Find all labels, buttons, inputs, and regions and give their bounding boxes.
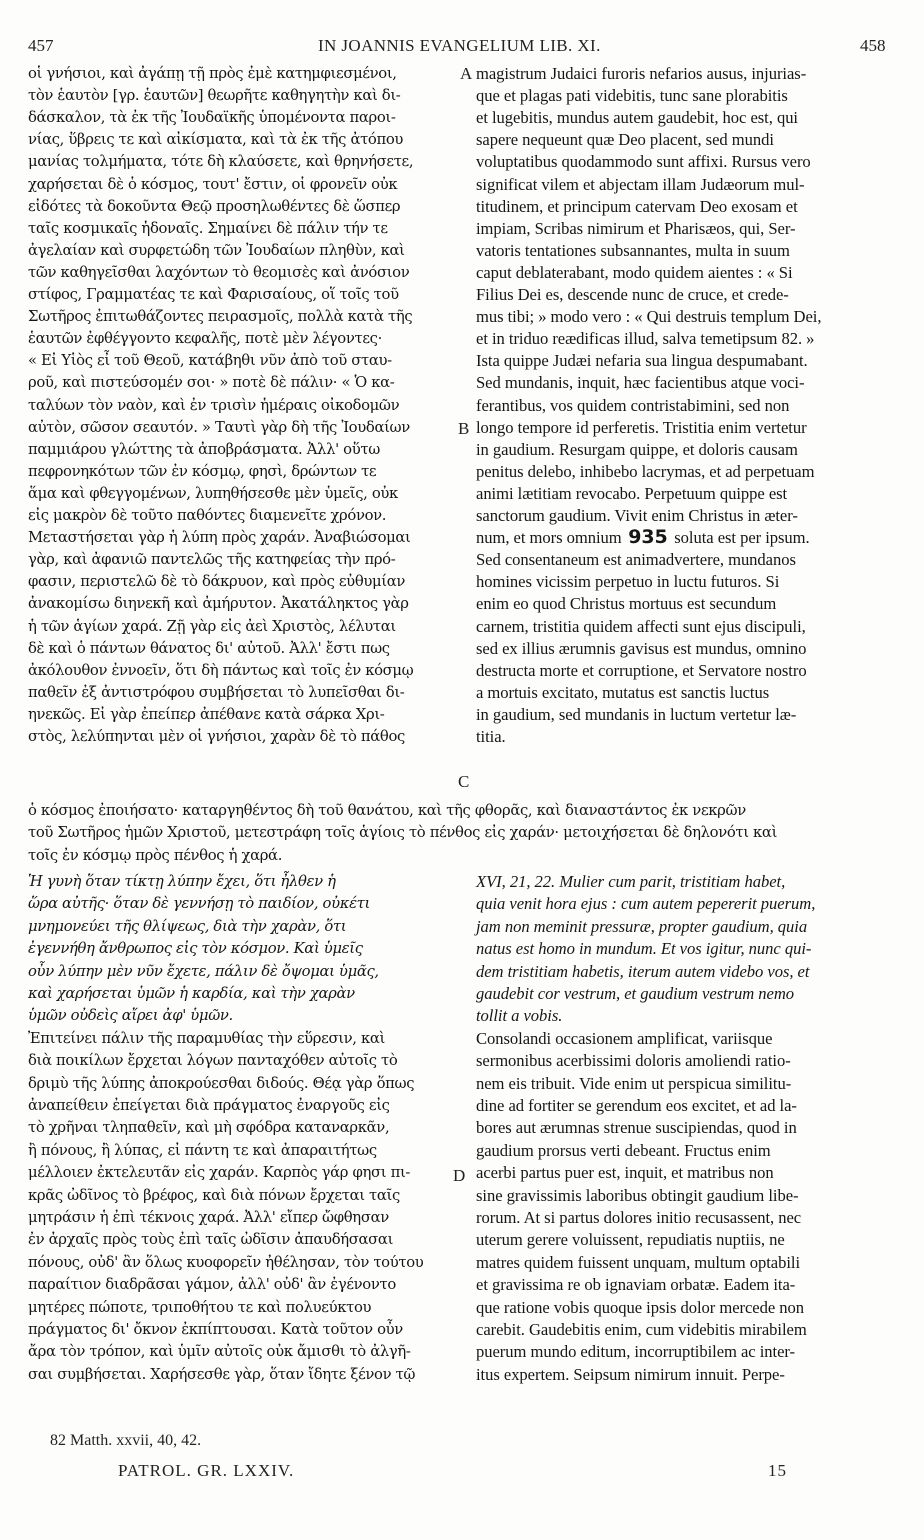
running-title: IN JOANNIS EVANGELIUM LIB. XI. <box>318 36 601 55</box>
left-column-line: δάσκαλον, τὰ ἐκ τῆς Ἰουδαϊκῆς ὑπομένοντα παροι- <box>28 109 396 127</box>
left-column-line: Σωτῆρος ἐπιτωθάζοντες πειρασμοῖς, πολλὰ κατὰ τῆς <box>28 308 413 326</box>
full-width-line: τοῖς ἐν κόσμῳ πρὸς πένθος ἡ χαρά. <box>28 846 283 864</box>
left-column-line: στὸς, λελύπηνται μὲν οἱ γνήσιοι, χαρὰν δὲ τὸ πάθος <box>28 728 405 745</box>
column-marker-a: A <box>460 64 473 83</box>
left-lower-line: δριμὺ τῆς λύπης ἀποκρούεσθαι διδούς. Θέᾳ γὰρ ὅπως <box>28 1074 415 1092</box>
right-lower-line: rorum. At si partus dolores initio recusassent, nec <box>476 1208 802 1227</box>
right-lower-line: acerbi partus puer est, inquit, et matribus non <box>476 1163 774 1183</box>
left-column-line: φασιν, περιστελῶ δὲ τὸ δάκρυον, καὶ πρὸς εὐθυμίαν <box>28 573 406 591</box>
left-lower-line: τὸ χρῆναι τληπαθεῖν, καὶ μὴ σφόδρα καταναρκᾶν, <box>28 1119 390 1137</box>
left-column-line: τὸν ἑαυτὸν [γρ. ἑαυτῶν] θεωρῆτε καθηγητὴν καὶ δι- <box>28 87 401 105</box>
left-column-line: ταῖς κοσμικαῖς ἡδοναῖς. Σημαίνει δὲ πάλιν τήν τε <box>28 219 388 237</box>
right-lower-line: gaudebit cor vestrum, et gaudium vestrum nemo <box>476 984 795 1003</box>
latin-line-with-column-number <box>476 524 810 551</box>
left-column-line: τῶν καθηγεῖσθαι λαχόντων τὸ θεομισὲς καὶ ἀνόσιον <box>28 263 410 281</box>
column-number: 935 <box>621 526 675 549</box>
right-lower-line: que ratione vobis quoque ipsis dolor mercede non <box>476 1297 805 1317</box>
right-lower-line: dem tristitiam habetis, iterum autem videbo vos, et <box>476 961 810 981</box>
footnote: 82 Matth. xxvii, 40, 42. <box>50 1432 202 1449</box>
right-column-line: longo tempore id perferetis. Tristitia enim vertetur <box>476 417 807 437</box>
right-lower-line: Consolandi occasionem amplificat, variisque <box>476 1028 773 1048</box>
left-column-line: γὰρ, καὶ ἀφανιῶ παντελῶς τῆς κατηφείας τὴν πρό- <box>28 551 396 569</box>
right-lower-line: dine ad fortiter se gerendum eos excitet, et ad la- <box>476 1096 797 1115</box>
right-lower-line: et gravissima re ob ignaviam orbatæ. Eadem ita- <box>476 1275 796 1295</box>
left-lower-line: πόνους, οὐδ' ἂν ὅλως κυοφορεῖν ἠθέλησαν, τὸν τούτου <box>28 1253 424 1271</box>
left-column-line: ἀνακομίσω διηνεκῆ καὶ ἀμήρυτον. Ἀκατάληκτος γὰρ <box>28 595 409 613</box>
left-column-line: Μεταστήσεται γὰρ ἡ λύπη πρὸς χαράν. Ἀναβιώσομαι <box>28 529 411 547</box>
right-column-line: magistrum Judaici furoris nefarios ausus, injurias- <box>476 64 807 83</box>
left-column-line: νίας, ὕβρεις τε καὶ αἰκίσματα, καὶ τὰ ἐκ τῆς ἀτόπου <box>28 131 404 149</box>
right-column-line: Ista quippe Judæi nefaria sua lingua despumabant. <box>476 351 808 371</box>
right-column-line: ferantibus, vos quidem contristabimini, sed non <box>476 395 790 415</box>
right-column-line: destructa morte et corruptione, et Servatore nostro <box>476 660 807 680</box>
left-lower-line: οὖν λύπην μὲν νῦν ἔχετε, πάλιν δὲ ὄψομαι ὑμᾶς, <box>28 962 379 980</box>
left-column-line: δὲ καὶ ὁ πάντων θάνατος δι' αὐτοῦ. Ἀλλ' ἔστι πως <box>28 639 390 657</box>
right-lower-line: matres quidem fuissent unquam, multum optabili <box>476 1252 801 1272</box>
left-column-line: οἱ γνήσιοι, καὶ ἀγάπῃ τῇ πρὸς ἐμὲ κατημφιεσμένοι, <box>28 65 397 82</box>
left-lower-line: σαι συμβήσεται. Χαρήσεσθε γὰρ, ὅταν ἴδητε ξένον τῷ <box>28 1365 416 1383</box>
right-lower-line: tollit a vobis. <box>476 1006 563 1026</box>
right-column-line: homines vicissim perpetuo in luctu futuros. Si <box>476 572 780 592</box>
right-column-line: sed ex illius ærumnis gavisus est mundus, omnino <box>476 638 807 658</box>
left-column-line: « Εἰ Υἱὸς εἶ τοῦ Θεοῦ, κατάβηθι νῦν ἀπὸ τοῦ σταυ- <box>28 352 392 370</box>
right-lower-line: jam non meminit pressuræ, propter gaudium, quia <box>476 916 808 936</box>
left-column-line: παμμιάρου γλώττης τὰ ἀποβράσματα. Ἀλλ' οὕτω <box>28 440 380 458</box>
left-lower-line: ἀναπείθειν ἐπείγεται διὰ πράγματος ἐναργοῦς εἰς <box>28 1097 390 1114</box>
left-lower-line: κρᾶς ὠδῖνος τὸ βρέφος, καὶ διὰ πόνων ἔρχεται ταῖς <box>28 1186 400 1204</box>
left-lower-line: ὥρα αὐτῆς· ὅταν δὲ γεννήσῃ τὸ παιδίον, οὐκέτι <box>28 895 370 913</box>
right-column-line: caput deblaterabant, modo quidem aientes : « Si <box>476 262 793 282</box>
right-lower-line: itus expertem. Seipsum nimirum innuit. Perpe- <box>476 1364 785 1384</box>
left-column-line: ἅμα καὶ φθεγγομένων, λυπηθήσεσθε μὲν ὑμεῖς, οὐκ <box>28 484 398 502</box>
right-lower-line: gaudium prorsus verti debeant. Fructus enim <box>476 1140 771 1160</box>
right-column-line: sanctorum gaudium. Vivit enim Christus in æter- <box>476 506 798 525</box>
left-column-line: χαρήσεται δὲ ὁ κόσμος, τουτ' ἔστιν, οἱ φρονεῖν οὐκ <box>28 175 398 193</box>
left-column-line: εἰδότες τὰ δοκοῦντα Θεῷ προσηλωθέντες δὲ ὥσπερ <box>28 197 401 215</box>
right-column-line: et in triduo reædificas illud, salva temetipsum 82. » <box>476 329 815 349</box>
right-column-line: impiam, Scribas nimirum et Pharisæos, qui, Ser- <box>476 218 796 238</box>
signature-number: 15 <box>768 1461 787 1480</box>
left-column-line: ταλύων τὸν ναὸν, καὶ ἐν τρισὶν ἡμέραις οἰκοδομῶν <box>28 396 400 414</box>
left-lower-line: πράγματος δι' ὄκνον ἐκπίπτουσαι. Κατὰ τοῦτον οὖν <box>28 1321 403 1338</box>
left-column-line: ἑαυτῶν ἐφθέγγοντο κεφαλῆς, ποτὲ μὲν λέγοντες· <box>28 330 382 348</box>
right-column-line: animi lætitiam revocabo. Perpetuum quippe est <box>476 483 788 503</box>
right-column-line: mus tibi; » modo vero : « Qui destruis templum Dei, <box>476 307 822 327</box>
left-column-line: στίφος, Γραμματέας τε καὶ Φαρισαίους, οἵ τοῖς τοῦ <box>28 286 399 303</box>
left-column-line: ἀγελαίαν καὶ συρφετώδη τῶν Ἰουδαίων πληθὺν, καὶ <box>28 241 405 259</box>
left-column-line: αὐτὸν, σῶσον σεαυτόν. » Ταυτὶ γὰρ δὴ τῆς Ἰουδαίων <box>28 418 410 436</box>
left-column-line: πεφρονηκότων τῶν ἐν κόσμῳ, φησὶ, δρώντων τε <box>28 462 377 480</box>
left-lower-line: ἢ πόνους, ἢ λύπας, εἰ πάντη τε καὶ ἀπαραιτήτως <box>28 1141 377 1159</box>
right-column-line: Sed mundanis, inquit, hæc facientibus atque voci- <box>476 373 805 393</box>
right-column-line: Filius Dei es, descende nunc de cruce, et crede- <box>476 285 789 304</box>
right-column-line: penitus delebo, inhibebo lacrymas, et ad perpetuam <box>476 461 815 481</box>
left-lower-line: ἐν ἀρχαῖς πρὸς τοὺς ἐπὶ ταῖς ὠδῖσιν ἀπαυδήσασαι <box>28 1231 394 1249</box>
right-lower-line: bores aut ærumnas strenue suscipiendas, quod in <box>476 1118 797 1138</box>
right-column-line: a mortuis excitato, mutatus est sanctis luctus <box>476 682 770 702</box>
full-width-line: ὁ κόσμος ἐποιήσατο· καταργηθέντος δὴ τοῦ θανάτου, καὶ τῆς φθορᾶς, καὶ διαναστάντος ἐκ νεκρῶν <box>28 802 746 819</box>
right-lower-line: XVI, 21, 22. Mulier cum parit, tristitiam habet, <box>476 872 786 891</box>
right-column-line: sapere nequeunt quæ Deo placent, sed mundi <box>476 130 774 150</box>
left-lower-line: μητέρες πώποτε, τριποθήτου τε καὶ πολυεύκτου <box>28 1298 372 1316</box>
right-lower-line: carebit. Gaudebitis enim, cum videbitis mirabilem <box>476 1320 807 1339</box>
right-column-line: in gaudium. Resurgam quippe, et doloris causam <box>476 439 798 459</box>
right-column-line: in gaudium, sed mundanis in luctum vertetur læ- <box>476 704 797 724</box>
left-column-line: ἀκόλουθον ἐννοεῖν, ὅτι δὴ πάντως καὶ τοῖς ἐν κόσμῳ <box>28 661 414 679</box>
page-number-left: 457 <box>28 36 54 55</box>
right-lower-line: nem eis tribuit. Vide enim ut perspicua similitu- <box>476 1073 792 1093</box>
column-marker-d: D <box>453 1166 466 1185</box>
left-column-line: παθεῖν ἐξ ἀντιστρόφου συμβήσεται τὸ λυπεῖσθαι δι- <box>28 683 405 701</box>
left-column-line: εἰς μακρὸν δὲ τοῦτο παθόντες διαμενεῖτε χρόνον. <box>28 507 387 524</box>
left-column-line: μανίας τολμήματα, τότε δὴ κλαύσετε, καὶ θρηνήσετε, <box>28 153 414 171</box>
left-lower-line: ἄρα τὸν τρόπον, καὶ ὑμῖν αὐτοῖς οὐκ ἄμισθι τὸ ἀλγῆ- <box>28 1343 411 1361</box>
right-column-line: significat vilem et abjectam illam Judæorum mul- <box>476 174 805 194</box>
left-lower-line: Ἡ γυνὴ ὅταν τίκτῃ λύπην ἔχει, ὅτι ἦλθεν ἡ <box>28 873 336 890</box>
right-column-line: titia. <box>476 727 506 746</box>
right-column-line: Sed consentaneum est animadvertere, mundanos <box>476 550 796 570</box>
right-lower-line: uterum gerere voluissent, repudiatis nuptiis, ne <box>476 1230 785 1250</box>
signature-mark: PATROL. GR. LXXIV. <box>118 1461 295 1480</box>
column-marker-b: B <box>458 419 470 438</box>
left-lower-line: ἐγεννήθη ἄνθρωπος εἰς τὸν κόσμον. Καὶ ὑμεῖς <box>28 940 363 958</box>
page-number-right: 458 <box>860 36 886 55</box>
left-lower-line: μνημονεύει τῆς θλίψεως, διὰ τὴν χαρὰν, ὅτι <box>28 917 347 935</box>
right-lower-line: quia venit hora ejus : cum autem pepererit puerum, <box>476 894 816 914</box>
right-column-line: que et plagas pati videbitis, tunc sane plorabitis <box>476 86 788 106</box>
left-column-line: ηνεκῶς. Εἰ γὰρ ἐπείπερ ἀπέθανε κατὰ σάρκα Χρι- <box>28 705 385 723</box>
right-column-line: enim eo quod Christus mortuus est secundum <box>476 594 777 614</box>
right-lower-line: puerum mundo editum, incorruptibilem ac inter- <box>476 1342 796 1362</box>
right-column-line: voluptatibus quodammodo sunt affixi. Rursus vero <box>476 152 811 172</box>
left-lower-line: παραίτιον διαδρᾶσαι γάμον, ἀλλ' οὐδ' ἂν ἐγένοντο <box>28 1276 396 1294</box>
right-lower-line: sermonibus acerbissimi doloris amoliendi ratio- <box>476 1051 791 1071</box>
left-lower-line: ὑμῶν οὐδεὶς αἴρει ἀφ' ὑμῶν. <box>28 1007 233 1025</box>
left-lower-line: διὰ ποικίλων ἔρχεται λόγων πανταχόθεν αὐτοῖς τὸ <box>28 1052 398 1070</box>
right-column-line: vatoris tentationes subsannantes, multa in suum <box>476 240 790 260</box>
right-column-line: num, et mors omnium <box>476 528 622 548</box>
right-lower-line: sine gravissimis laboribus obtingit gaudium libe- <box>476 1185 799 1205</box>
column-marker-c: C <box>458 772 470 791</box>
left-column-line: ροῦ, καὶ πιστεύσομέν σοι· » ποτὲ δὲ πάλιν· « Ὁ κα- <box>28 374 395 392</box>
right-column-line: et lugebitis, mundus autem gaudebit, hoc est, qui <box>476 108 798 128</box>
left-lower-line: Ἐπιτείνει πάλιν τῆς παραμυθίας τὴν εὕρεσιν, καὶ <box>28 1029 385 1047</box>
left-lower-line: μητράσιν ἡ ἐπὶ τέκνοις χαρά. Ἀλλ' εἴπερ ὤφθησαν <box>28 1209 389 1226</box>
right-column-line: soluta est per ipsum. <box>674 528 810 548</box>
left-column-line: ἡ τῶν ἁγίων χαρά. Ζῇ γὰρ εἰς ἀεὶ Χριστὸς, λέλυται <box>28 617 396 635</box>
left-lower-line: μέλλοιεν ἐκτελευτᾶν εἰς χαράν. Καρπὸς γάρ φησι πι- <box>28 1164 411 1182</box>
right-column-line: carnem, tristitia quidem affecti sunt ejus discipuli, <box>476 616 806 636</box>
full-width-line: τοῦ Σωτῆρος ἡμῶν Χριστοῦ, μετεστράφη τοῖς ἁγίοις τὸ πένθος εἰς χαράν· μετοιχήσεται δὲ δηλονότι καὶ <box>28 824 778 842</box>
left-lower-line: καὶ χαρήσεται ὑμῶν ἡ καρδία, καὶ τὴν χαρὰν <box>28 985 355 1002</box>
right-lower-line: natus est homo in mundum. Et vos igitur, nunc qui- <box>476 939 812 959</box>
right-column-line: titudinem, et principum catervam Deo exosam et <box>476 196 798 216</box>
